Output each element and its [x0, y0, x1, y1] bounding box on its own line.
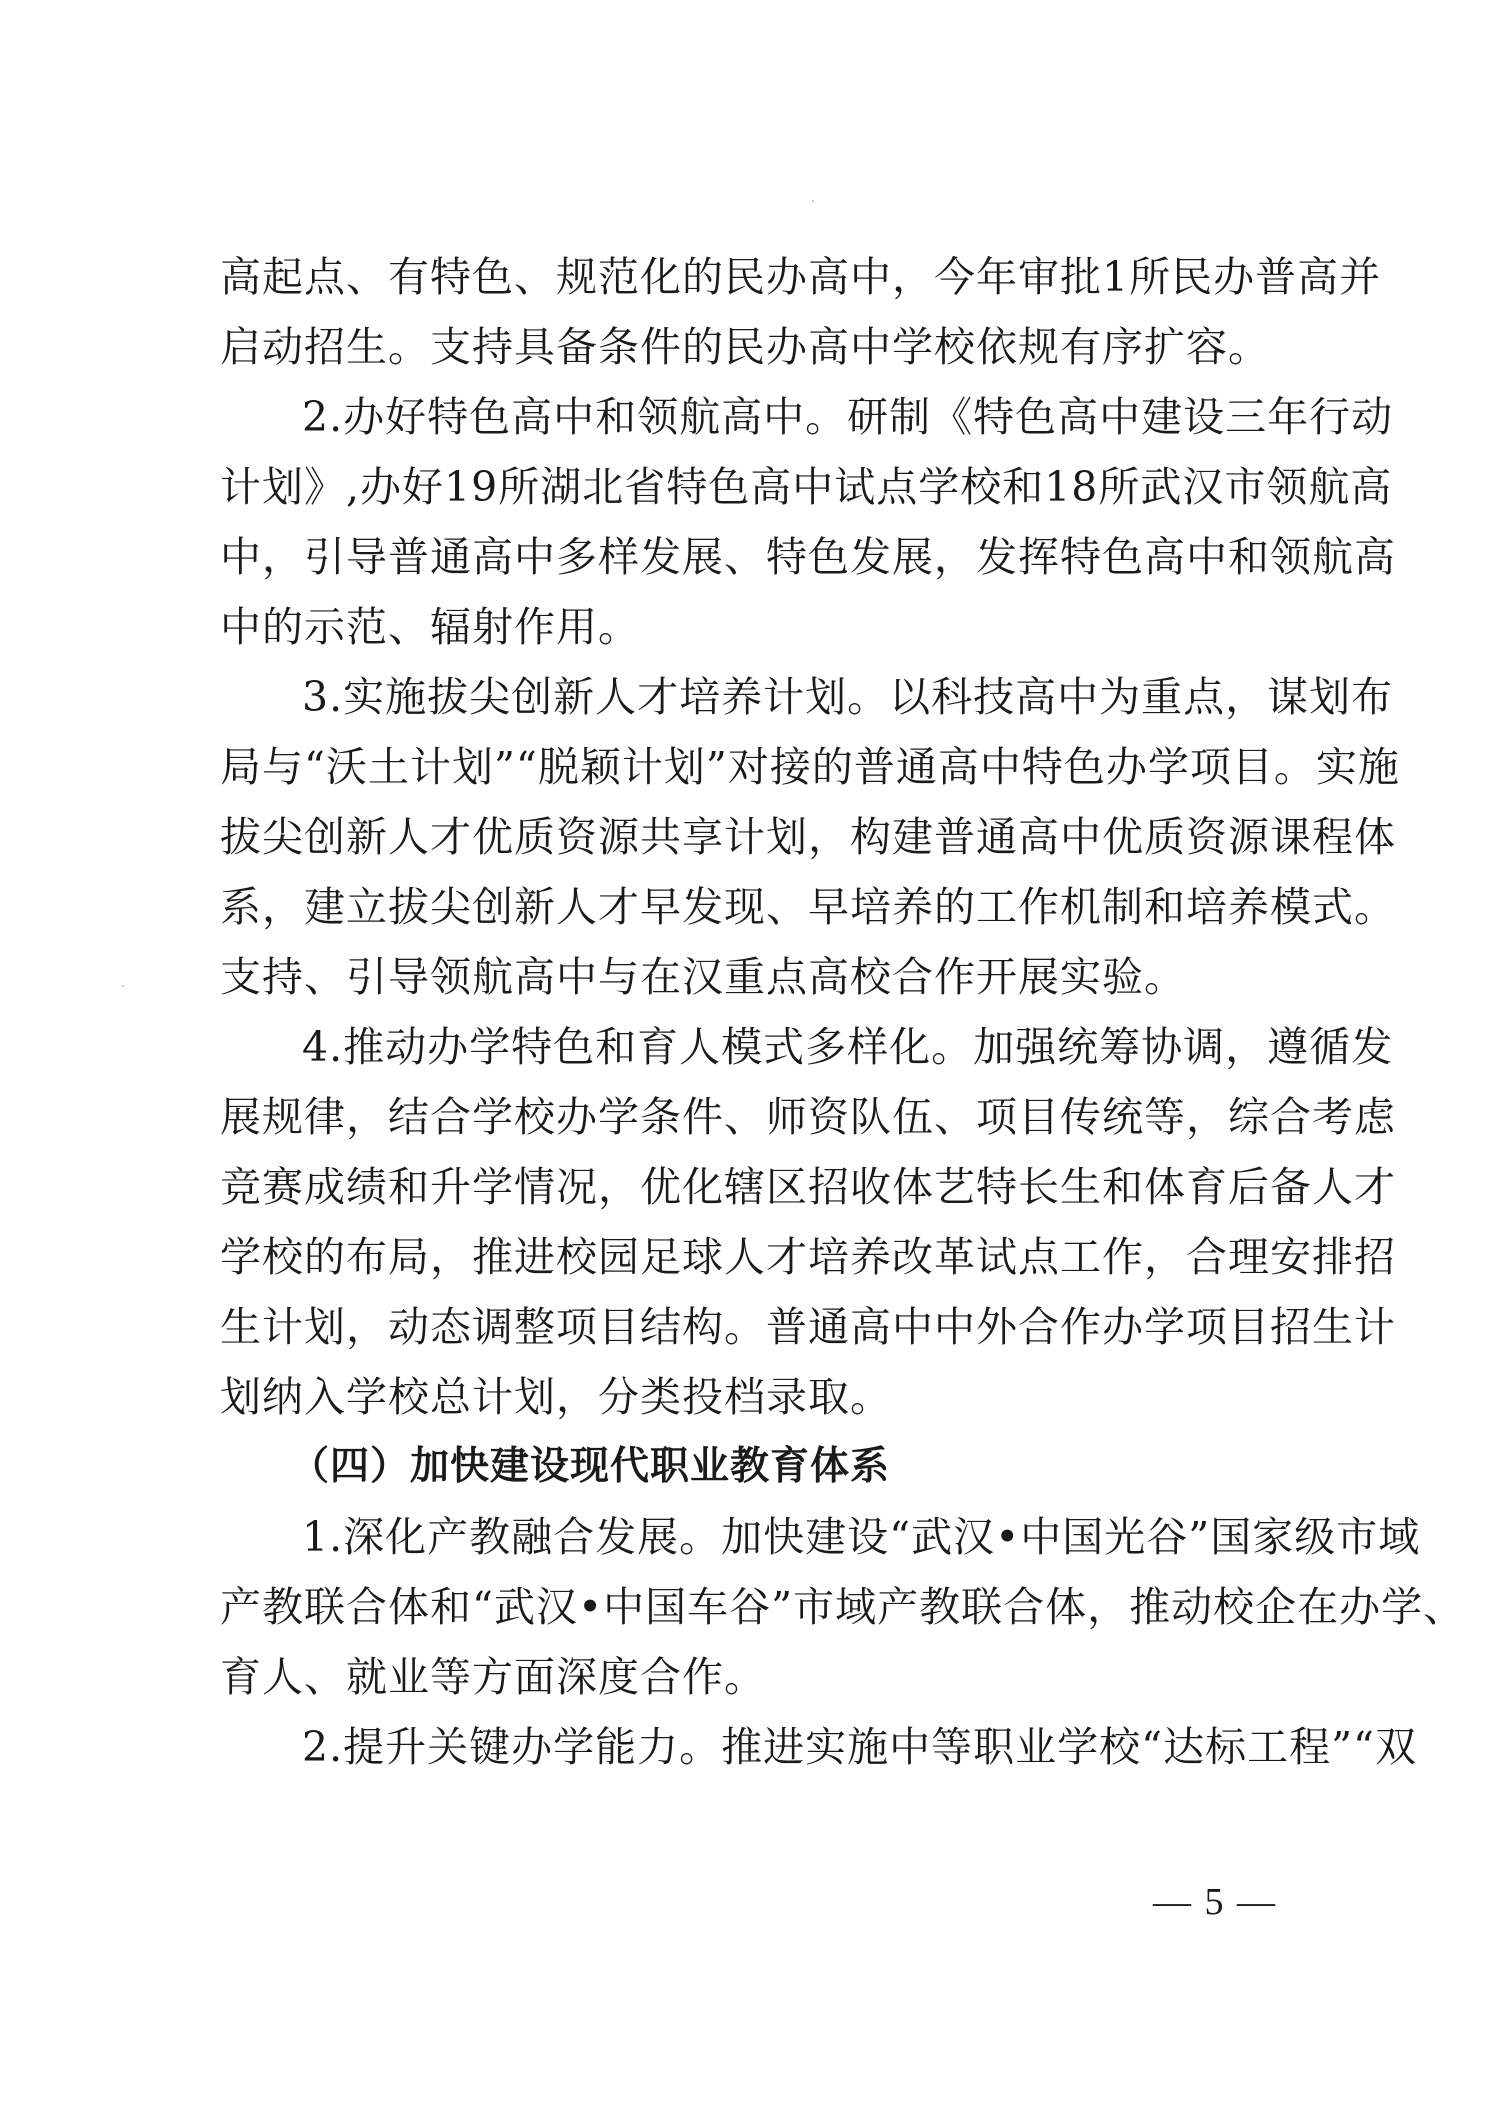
section-heading: （四）加快建设现代职业教育体系	[290, 1444, 891, 1489]
paragraph-start-line: 4.推动办学特色和育人模式多样化。加强统筹协调，遵循发	[302, 1023, 1394, 1071]
text-line: 系，建立拔尖创新人才早发现、早培养的工作机制和培养模式。	[220, 883, 1396, 931]
text-line: 育人、就业等方面深度合作。	[220, 1653, 766, 1701]
scan-speck	[812, 200, 814, 202]
text-line: 展规律，结合学校办学条件、师资队伍、项目传统等，综合考虑	[220, 1093, 1396, 1141]
text-line: 局与“沃土计划”“脱颖计划”对接的普通高中特色办学项目。实施	[220, 743, 1400, 791]
paragraph-start-line: 2.办好特色高中和领航高中。研制《特色高中建设三年行动	[302, 393, 1394, 441]
paragraph-start-line: 2.提升关键办学能力。推进实施中等职业学校“达标工程”“双	[302, 1723, 1417, 1771]
paragraph-start-line: 1.深化产教融合发展。加快建设“武汉•中国光谷”国家级市域	[302, 1513, 1421, 1561]
text-line: 高起点、有特色、规范化的民办高中，今年审批1所民办普高并	[220, 253, 1382, 301]
body-text	[220, 242, 1466, 1782]
text-line: 中的示范、辐射作用。	[220, 603, 640, 651]
text-line: 启动招生。支持具备条件的民办高中学校依规有序扩容。	[220, 323, 1270, 371]
text-line: 竞赛成绩和升学情况，优化辖区招收体艺特长生和体育后备人才	[220, 1163, 1396, 1211]
text-line: 生计划，动态调整项目结构。普通高中中外合作办学项目招生计	[220, 1303, 1396, 1351]
text-line: 计划》,办好19所湖北省特色高中试点学校和18所武汉市领航高	[220, 463, 1393, 511]
text-line: 中，引导普通高中多样发展、特色发展，发挥特色高中和领航高	[220, 533, 1396, 581]
text-line: 学校的布局，推进校园足球人才培养改革试点工作，合理安排招	[220, 1233, 1396, 1281]
scan-speck	[122, 985, 124, 987]
text-line: 拔尖创新人才优质资源共享计划，构建普通高中优质资源课程体	[220, 813, 1396, 861]
text-line: 产教联合体和“武汉•中国车谷”市域产教联合体，推动校企在办学、	[220, 1583, 1466, 1631]
text-line: 划纳入学校总计划，分类投档录取。	[220, 1373, 892, 1421]
text-line: 支持、引导领航高中与在汉重点高校合作开展实验。	[220, 953, 1186, 1001]
page-number: — 5 —	[1153, 1881, 1277, 1923]
paragraph-start-line: 3.实施拔尖创新人才培养计划。以科技高中为重点，谋划布	[302, 673, 1394, 721]
